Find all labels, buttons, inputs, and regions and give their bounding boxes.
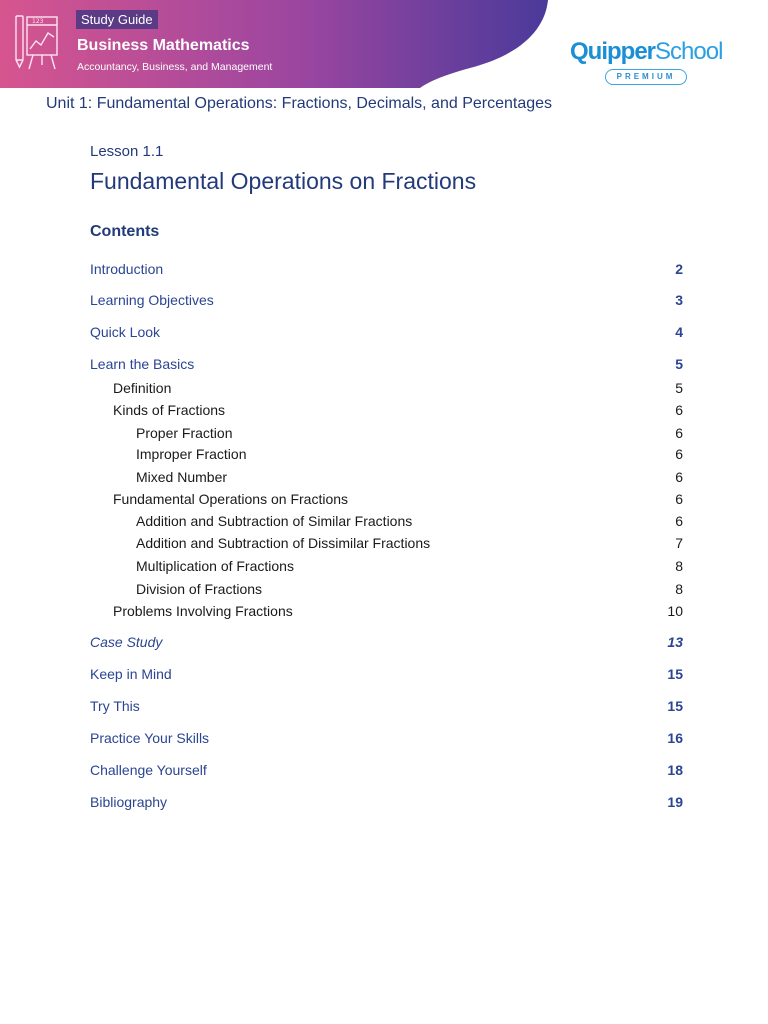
subject-title: Business Mathematics bbox=[77, 37, 250, 54]
toc-entry[interactable] bbox=[0, 511, 768, 531]
toc-entry-label: Mixed Number bbox=[136, 469, 228, 485]
toc-entry[interactable] bbox=[0, 378, 768, 398]
toc-entry[interactable] bbox=[0, 601, 768, 621]
toc-entry-page: 16 bbox=[667, 730, 683, 746]
toc-entry-page: 18 bbox=[667, 762, 683, 778]
header-banner bbox=[0, 0, 768, 90]
toc-entry-page: 19 bbox=[667, 794, 683, 810]
brand-name bbox=[570, 38, 722, 66]
toc-entry-label: Problems Involving Fractions bbox=[113, 603, 293, 619]
toc-entry-label: Multiplication of Fractions bbox=[136, 558, 294, 574]
toc-entry[interactable] bbox=[0, 467, 768, 487]
toc-entry-label: Keep in Mind bbox=[90, 666, 172, 682]
brand-name-part1: Quipper bbox=[570, 38, 656, 65]
toc-entry-label: Learn the Basics bbox=[90, 356, 195, 372]
toc-entry-page: 6 bbox=[675, 402, 683, 418]
lesson-label: Lesson 1.1 bbox=[90, 143, 164, 160]
strand-subtitle: Accountancy, Business, and Management bbox=[77, 61, 273, 73]
toc-entry-label: Practice Your Skills bbox=[90, 730, 210, 746]
toc-entry-label: Case Study bbox=[90, 634, 163, 650]
toc-entry-page: 15 bbox=[667, 698, 683, 714]
toc-entry-page: 10 bbox=[667, 603, 683, 619]
toc-entry-page: 8 bbox=[675, 558, 683, 574]
toc-entry-page: 15 bbox=[667, 666, 683, 682]
premium-badge: PREMIUM bbox=[605, 69, 687, 85]
toc-entry[interactable] bbox=[0, 696, 768, 716]
toc-entry-label: Definition bbox=[113, 380, 172, 396]
toc-entry-page: 7 bbox=[675, 535, 683, 551]
toc-entry-page: 6 bbox=[675, 491, 683, 507]
toc-entry-label: Bibliography bbox=[90, 794, 168, 810]
toc-entry-page: 8 bbox=[675, 581, 683, 597]
quipper-school-logo bbox=[570, 38, 722, 85]
toc-entry[interactable] bbox=[0, 533, 768, 553]
toc-entry-page: 5 bbox=[675, 380, 683, 396]
toc-entry[interactable] bbox=[0, 664, 768, 684]
toc-entry-page: 2 bbox=[675, 261, 683, 277]
toc-entry-label: Introduction bbox=[90, 261, 164, 277]
toc-entry[interactable] bbox=[0, 556, 768, 576]
brand-name-part2: School bbox=[655, 38, 723, 65]
toc-entry-page: 13 bbox=[667, 634, 683, 650]
toc-entry[interactable] bbox=[0, 400, 768, 420]
toc-entry[interactable] bbox=[0, 423, 768, 443]
toc-entry-page: 6 bbox=[675, 446, 683, 462]
toc-entry-page: 4 bbox=[675, 324, 683, 340]
toc-entry-label: Division of Fractions bbox=[136, 581, 263, 597]
toc-entry-page: 6 bbox=[675, 425, 683, 441]
contents-heading: Contents bbox=[90, 223, 160, 240]
toc-entry[interactable] bbox=[0, 259, 768, 279]
svg-text:123: 123 bbox=[32, 18, 44, 25]
toc-entry-label: Challenge Yourself bbox=[90, 762, 207, 778]
toc-entry-label: Proper Fraction bbox=[136, 425, 233, 441]
study-guide-badge: Study Guide bbox=[76, 10, 158, 29]
unit-title: Unit 1: Fundamental Operations: Fractions, Decimals, and Percentages bbox=[46, 95, 553, 112]
toc-entry[interactable] bbox=[0, 489, 768, 509]
toc-entry-label: Quick Look bbox=[90, 324, 161, 340]
toc-entry-page: 6 bbox=[675, 469, 683, 485]
toc-entry[interactable] bbox=[0, 322, 768, 342]
toc-entry-label: Addition and Subtraction of Dissimilar Fractions bbox=[136, 535, 431, 551]
toc-entry-page: 6 bbox=[675, 513, 683, 529]
toc-entry[interactable] bbox=[0, 632, 768, 652]
toc-entry-label: Improper Fraction bbox=[136, 446, 247, 462]
toc-entry-label: Try This bbox=[90, 698, 140, 714]
toc-entry-label: Kinds of Fractions bbox=[113, 402, 226, 418]
toc-entry-label: Addition and Subtraction of Similar Fractions bbox=[136, 513, 413, 529]
toc-entry-label: Fundamental Operations on Fractions bbox=[113, 491, 349, 507]
toc-entry[interactable] bbox=[0, 728, 768, 748]
toc-entry[interactable] bbox=[0, 290, 768, 310]
toc-entry[interactable] bbox=[0, 579, 768, 599]
lesson-title: Fundamental Operations on Fractions bbox=[90, 168, 477, 194]
toc-entry[interactable] bbox=[0, 792, 768, 812]
toc-entry-page: 3 bbox=[675, 292, 683, 308]
toc-entry-page: 5 bbox=[675, 356, 683, 372]
toc-entry[interactable] bbox=[0, 760, 768, 780]
toc-entry[interactable] bbox=[0, 354, 768, 374]
toc-entry-label: Learning Objectives bbox=[90, 292, 214, 308]
toc-entry[interactable] bbox=[0, 444, 768, 464]
presentation-board-icon bbox=[15, 13, 59, 71]
